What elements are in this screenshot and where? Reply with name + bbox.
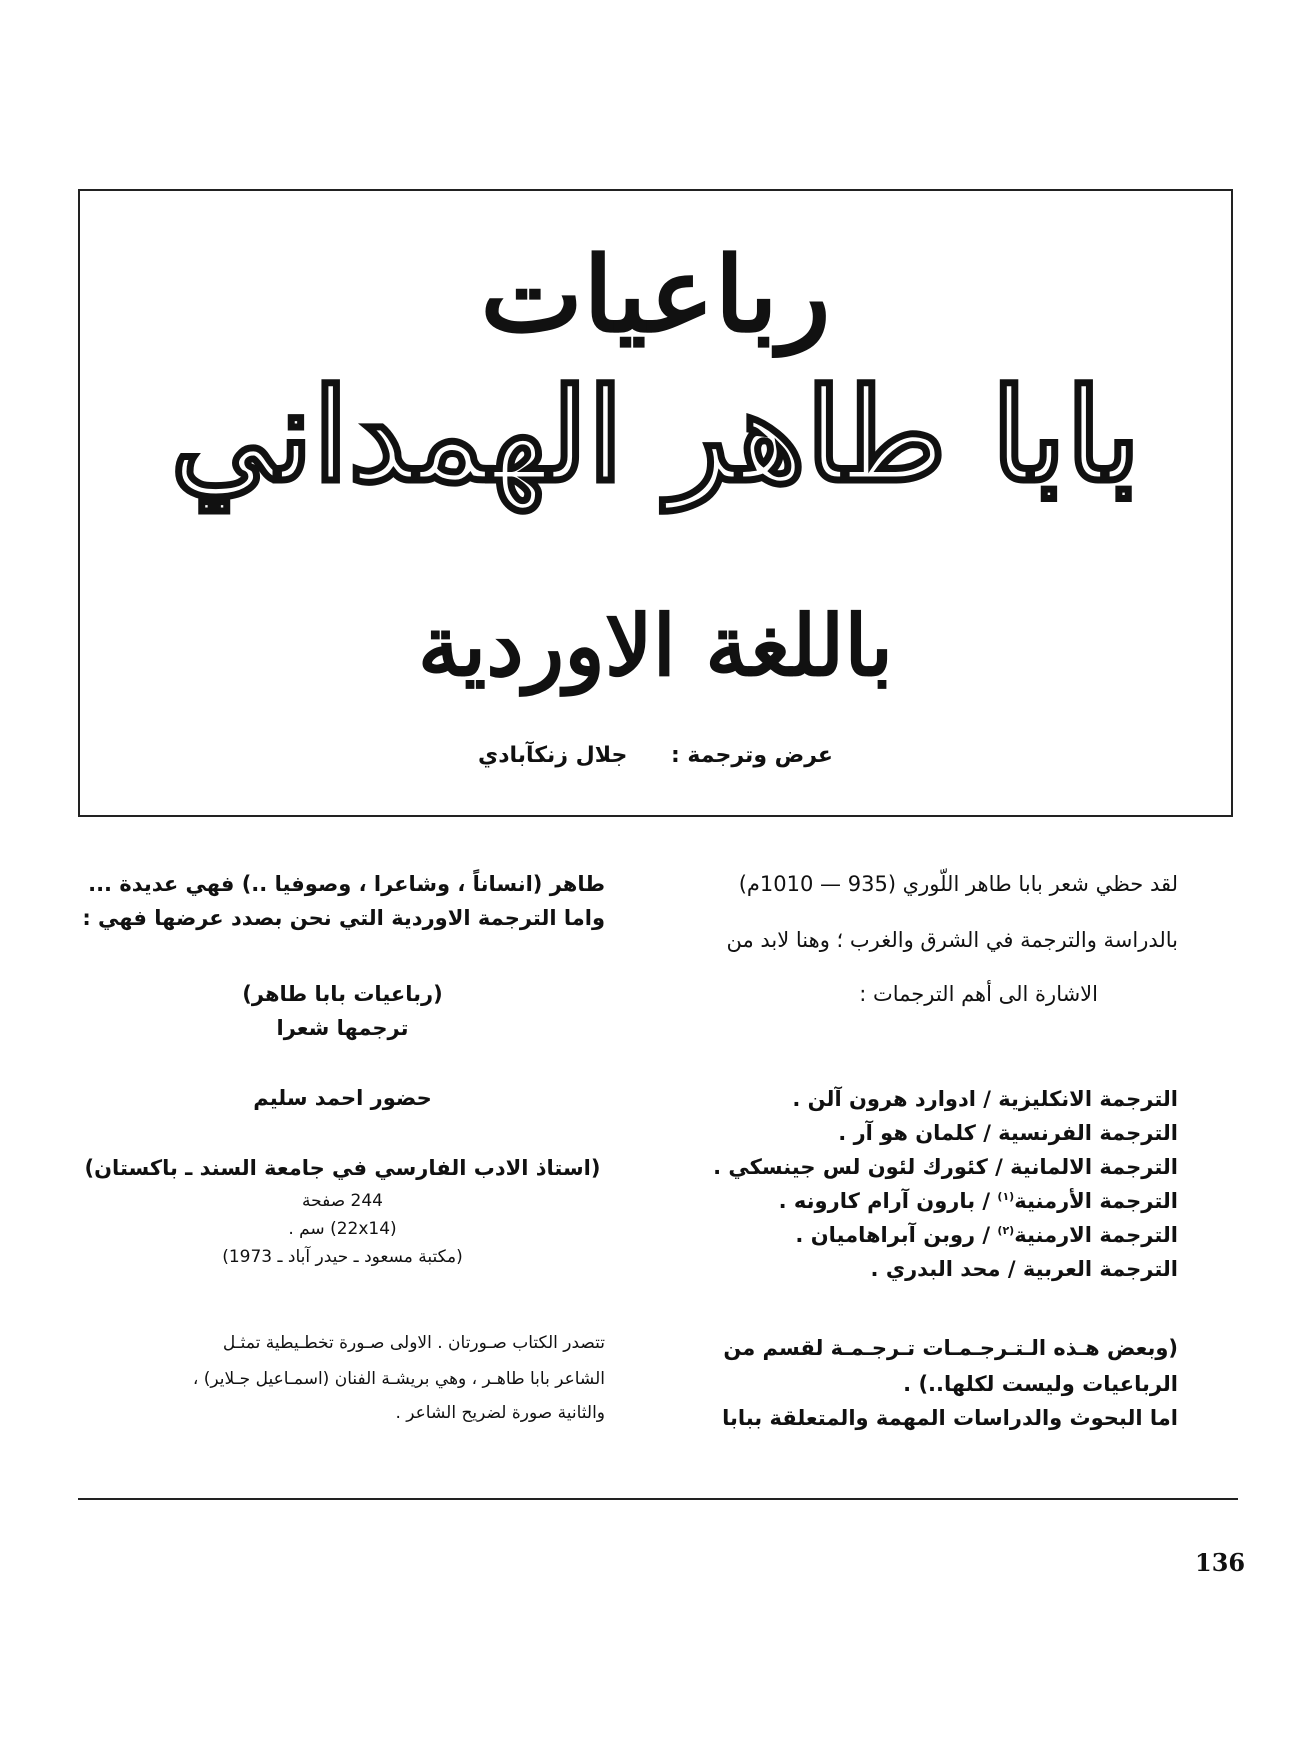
title-line-3: باللغة الاوردية — [417, 596, 894, 695]
intro-line-3: الاشارة الى أهم الترجمات : — [859, 982, 1098, 1006]
page-count: 244 صفحة — [302, 1191, 383, 1211]
page-number: 136 — [1195, 1548, 1246, 1577]
translation-5-lang: الترجمة الارمنية — [1014, 1223, 1178, 1247]
translator-name: حضور احمد سليم — [253, 1086, 432, 1110]
book-size: (22x14) سم . — [288, 1219, 397, 1239]
description-line-3: والثانية صورة لضريح الشاعر . — [395, 1403, 605, 1423]
note-line-2: الرباعيات وليست لكلها..) . — [903, 1372, 1178, 1396]
footnote-mark-2: (٢) — [997, 1224, 1015, 1237]
title-line-2: بابا طاهر الهمداني — [170, 361, 1141, 511]
note-line-1: (وبعض هـذه الـتـرجـمـات تـرجـمـة لقسم من — [723, 1336, 1178, 1360]
publisher: (مكتبة مسعود ـ حيدر آباد ـ 1973) — [222, 1247, 463, 1267]
continuation-line-1: طاهر (انساناً ، وشاعرا ، وصوفيا ..) فهي عديدة ... — [88, 872, 605, 896]
description-line-2: الشاعر بابا طاهـر ، وهي بريشـة الفنان (اسمـاعيل جـلاير) ، — [192, 1369, 605, 1389]
intro-line-1: لقد حظي شعر بابا طاهر اللّوري (935 — 1010م) — [738, 872, 1178, 896]
translation-4-name: / بارون آرام كارونه . — [778, 1189, 998, 1213]
translation-1: الترجمة الانكليزية / ادوارد هرون آلن . — [792, 1087, 1178, 1111]
translation-2: الترجمة الفرنسية / كلمان هو آر . — [838, 1121, 1178, 1145]
note-line-3: اما البحوث والدراسات المهمة والمتعلقة ببابا — [722, 1406, 1178, 1430]
title-box — [78, 189, 1233, 817]
translation-5-name: / روبن آبراهاميان . — [795, 1223, 998, 1247]
footer-divider — [78, 1498, 1238, 1500]
translation-3: الترجمة الالمانية / كئورك لئون لس جينسكي . — [713, 1155, 1178, 1179]
translator-affiliation: (استاذ الادب الفارسي في جامعة السند ـ باكستان) — [84, 1156, 601, 1180]
title-line-1: رباعيات — [480, 233, 831, 356]
book-subtitle: ترجمها شعرا — [276, 1016, 409, 1040]
description-line-1: تتصدر الكتاب صـورتان . الاولى صـورة تخطـيطية تمثـل — [222, 1333, 605, 1353]
book-title: (رباعيات بابا طاهر) — [242, 982, 443, 1006]
intro-line-2: بالدراسة والترجمة في الشرق والغرب ؛ وهنا لابد من — [726, 928, 1178, 952]
translation-4-lang: الترجمة الأرمنية — [1014, 1189, 1178, 1213]
byline — [80, 743, 1231, 768]
continuation-line-2: واما الترجمة الاوردية التي نحن بصدد عرضها فهي : — [82, 906, 605, 930]
byline-label: عرض وترجمة : — [670, 743, 833, 768]
translation-4 — [670, 1185, 1178, 1219]
footnote-mark-1: (١) — [997, 1190, 1015, 1203]
translation-6: الترجمة العربية / محد البدري . — [870, 1257, 1178, 1281]
byline-author: جلال زنكآبادي — [478, 743, 628, 768]
translation-5 — [670, 1219, 1178, 1253]
